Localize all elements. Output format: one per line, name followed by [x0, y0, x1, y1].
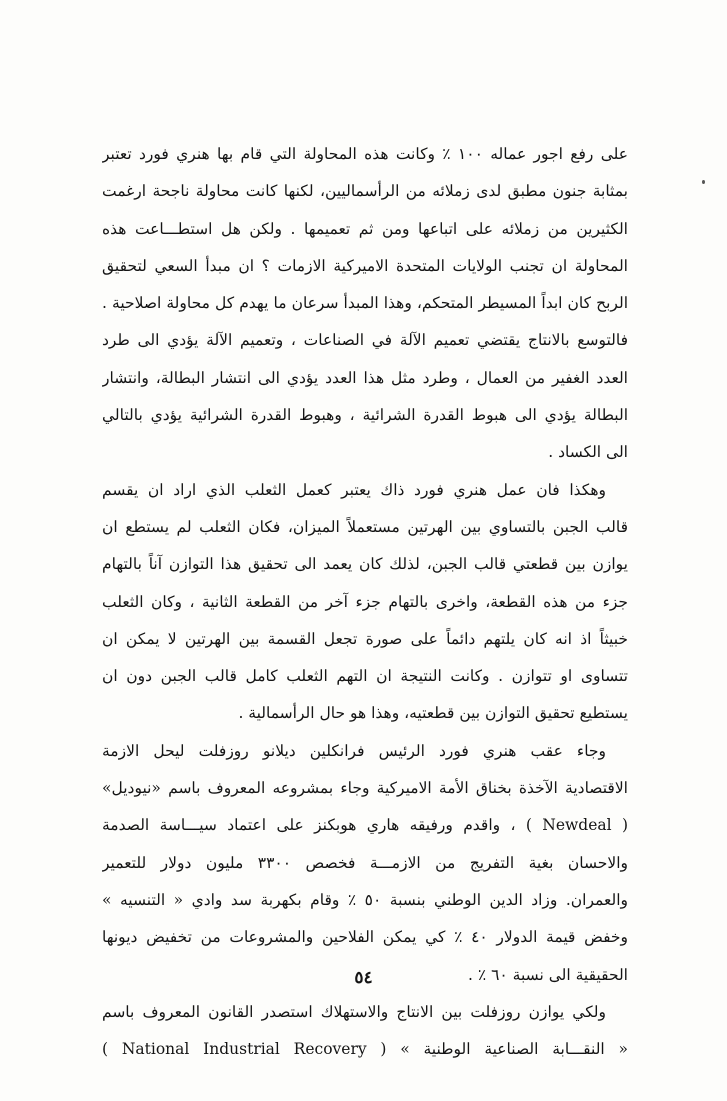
text-line: يستطيع تحقيق التوازن بين قطعتيه، وهذا هو حال الرأسمالية . — [238, 704, 628, 723]
text-line: وخفض قيمة الدولار ٤٠ ٪ كي يمكن الفلاحين والمشروعات من تخفيض ديونها — [102, 928, 628, 947]
text-line: العدد الغفير من العمال ، وطرد مثل هذا العدد يؤدي الى انتشار البطالة، وانتشار — [102, 368, 628, 387]
text-line: والعمران. وزاد الدين الوطني بنسبة ٥٠ ٪ وقام بكهربة سد وادي « التنسيه » — [102, 890, 628, 909]
text-line: البطالة يؤدي الى هبوط القدرة الشرائية ، وهبوط القدرة الشرائية يؤدي بالتالي — [102, 406, 628, 425]
text-line: الربح كان ابداً المسيطر المتحكم، وهذا المبدأ سرعان ما يهدم كل محاولة اصلاحية . — [102, 294, 628, 313]
scan-speck — [702, 180, 705, 184]
text-line: وهكذا فان عمل هنري فورد ذاك يعتبر كعمل الثعلب الذي اراد ان يقسم — [102, 480, 606, 499]
text-line: « النقـــابة الصناعية الوطنية » ( National Industrial Recovery ) — [102, 1040, 628, 1059]
text-line: وجاء عقب هنري فورد الرئيس فرانكلين ديلانو روزفلت ليحل الازمة — [102, 741, 606, 760]
text-line: بمثابة جنون مطبق لدى زملائه من الرأسماليين، لكنها كانت محاولة ناجحة ارغمت — [102, 182, 628, 201]
text-line: يوازن بين قطعتي قالب الجبن، لذلك كان يعمد الى تحقيق هذا التوازن آناً بالتهام — [102, 555, 628, 574]
text-line: خبيثاً اذ انه كان يلتهم دائماً على صورة تجعل القسمة بين الهرتين لا يمكن ان — [102, 629, 628, 648]
text-line: ( Newdeal ) ، واقدم ورفيقه هاري هوبكنز على اعتماد سيـــاسة الصدمة — [102, 816, 628, 835]
body-text — [102, 136, 628, 1068]
text-line: على رفع اجور عماله ١٠٠ ٪ وكانت هذه المحاولة التي قام بها هنري فورد تعتبر — [102, 145, 628, 163]
text-line: فالتوسع بالانتاج يقتضي تعميم الآلة في الصناعات ، وتعميم الآلة يؤدي الى طرد — [102, 331, 628, 350]
text-line: الحقيقية الى نسبة ٦٠ ٪ . — [467, 965, 628, 984]
text-line: الكثيرين من زملائه على اتباعها ومن ثم تعميمها . ولكن هل استطـــاعت هذه — [102, 219, 628, 238]
text-line: المحاولة ان تجنب الولايات المتحدة الاميركية الازمات ؟ ان مبدأ السعي لتحقيق — [102, 256, 628, 275]
text-line: جزء من هذه القطعة، واخرى بالتهام جزء آخر من القطعة الثانية ، وكان الثعلب — [102, 592, 628, 611]
text-line: ولكي يوازن روزفلت بين الانتاج والاستهلاك استصدر القانون المعروف باسم — [102, 1002, 606, 1021]
text-line: والاحسان بغية التفريج من الازمـــة فخصص ٣٣٠٠ مليون دولار للتعمير — [102, 853, 628, 872]
text-line: الاقتصادية الآخذة بخناق الأمة الاميركية وجاء بمشروعه المعروف باسم «نيوديل» — [102, 779, 628, 798]
page-number: ٥٤ — [354, 968, 373, 988]
text-line: قالب الجبن بالتساوي بين الهرتين مستعملاً الميزان، فكان الثعلب لم يستطع ان — [102, 517, 628, 536]
text-line: تتساوى او تتوازن . وكانت النتيجة ان التهم الثعلب كامل قالب الجبن دون ان — [102, 667, 628, 686]
text-line: الى الكساد . — [548, 443, 628, 462]
